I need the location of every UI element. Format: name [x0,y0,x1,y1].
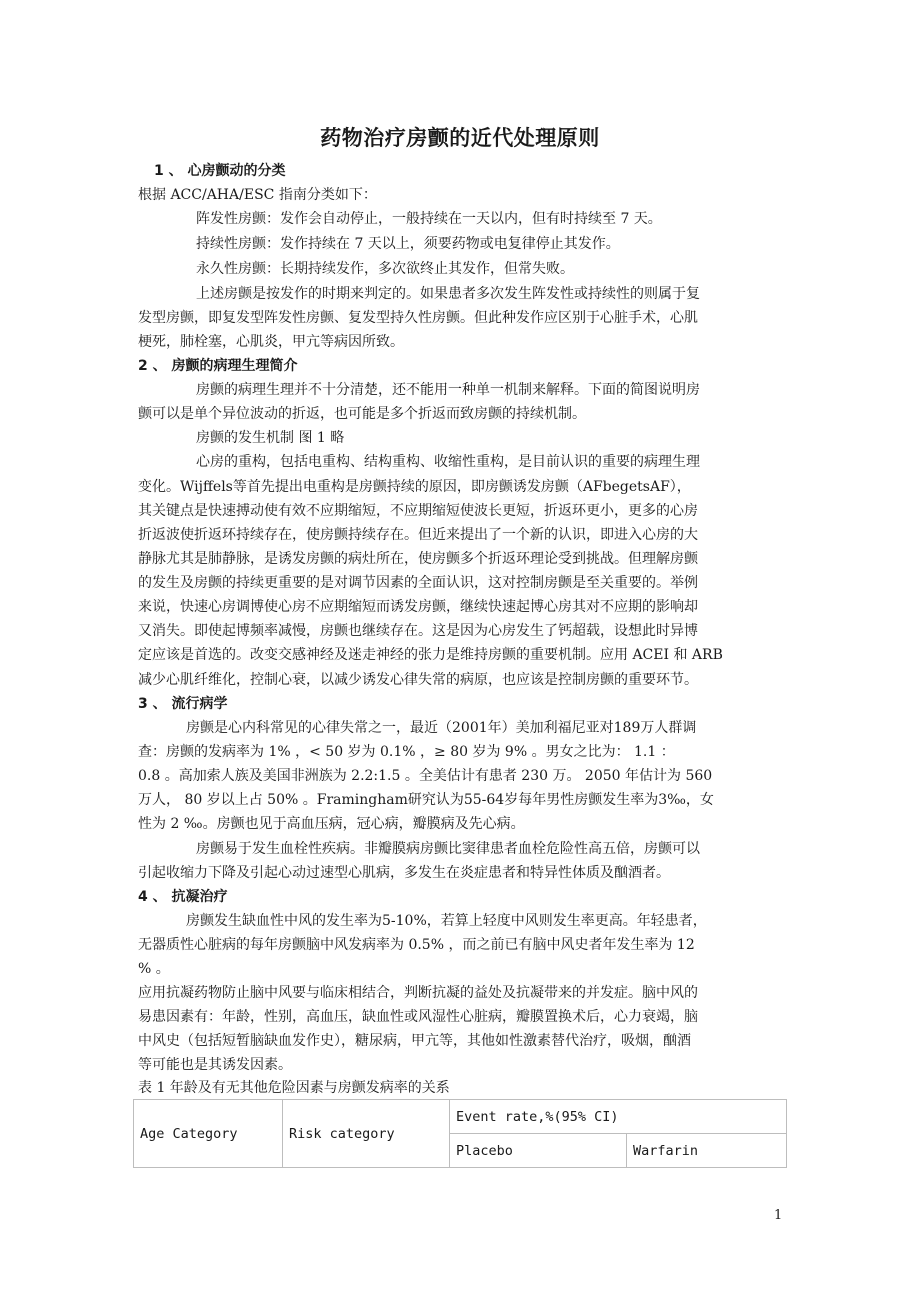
risk-table [133,1099,787,1168]
table-row [134,1100,787,1134]
paragraph-line: 定应该是首选的。改变交感神经及迷走神经的张力是维持房颤的重要机制。应用 ACEI 和 ARB [138,647,723,663]
header-risk-category: Risk category [283,1100,450,1168]
section-heading-1: 1 、 心房颤动的分类 [154,163,286,179]
table-caption: 表 1 年龄及有无其他危险因素与房颤发病率的关系 [138,1080,450,1096]
section-heading-2: 2 、 房颤的病理生理简介 [138,358,298,374]
paragraph-line: 其关键点是快速搏动使有效不应期缩短，不应期缩短使波长更短，折返环更小，更多的心房 [138,503,698,519]
paragraph-line: 等可能也是其诱发因素。 [138,1057,292,1073]
header-event-rate: Event rate,%(95% CI) [450,1100,787,1134]
paragraph-line: 查：房颤的发病率为 1% ，< 50 岁为 0.1% ，≥ 80 岁为 9% 。男女之比为： 1.1 ： [138,744,675,760]
section-heading-4: 4 、 抗凝治疗 [138,889,228,905]
paragraph-line: 来说，快速心房调博使心房不应期缩短而诱发房颤，继续快速起博心房其对不应期的影响却 [138,599,698,615]
paragraph-line: 根据 ACC/AHA/ESC 指南分类如下： [138,187,377,203]
paragraph-line: % 。 [138,961,170,977]
paragraph-line: 上述房颤是按发作的时期来判定的。如果患者多次发生阵发性或持续性的则属于复 [196,286,700,302]
paragraph-line: 梗死，肺栓塞，心肌炎，甲亢等病因所致。 [138,334,404,350]
paragraph-line: 心房的重构，包括电重构、结构重构、收缩性重构，是目前认识的重要的病理生理 [196,454,700,470]
figure-reference: 房颤的发生机制 图 1 略 [196,430,345,446]
paragraph-line: 减少心肌纤维化，控制心衰，以减少诱发心律失常的病原，也应该是控制房颤的重要环节。 [138,672,698,688]
paragraph-line: 发型房颤，即复发型阵发性房颤、复发型持久性房颤。但此种发作应区别于心脏手术，心肌 [138,310,698,326]
paragraph-line: 持续性房颤：发作持续在 7 天以上，须要药物或电复律停止其发作。 [196,236,620,252]
header-warfarin: Warfarin [627,1134,787,1168]
paragraph-line: 永久性房颤：长期持续发作，多次欲终止其发作，但常失败。 [196,261,574,277]
paragraph-line: 又消失。即使起博频率减慢，房颤也继续存在。这是因为心房发生了钙超载，设想此时异博 [138,623,698,639]
paragraph-line: 房颤是心内科常见的心律失常之一，最近（2001年）美加利福尼亚对189万人群调 [186,720,697,736]
header-placebo: Placebo [450,1134,627,1168]
document-title: 药物治疗房颤的近代处理原则 [320,126,600,150]
paragraph-line: 易患因素有：年龄，性别，高血压，缺血性或风湿性心脏病，瓣膜置换术后，心力衰竭，脑 [138,1009,698,1025]
paragraph-line: 房颤易于发生血栓性疾病。非瓣膜病房颤比窦律患者血栓危险性高五倍，房颤可以 [196,841,700,857]
paragraph-line: 颤可以是单个异位波动的折返，也可能是多个折返而致房颤的持续机制。 [138,406,586,422]
paragraph-line: 无器质性心脏病的每年房颤脑中风发病率为 0.5% ，而之前已有脑中风史者年发生率为 12 [138,937,695,953]
paragraph-line: 阵发性房颤：发作会自动停止，一般持续在一天以内，但有时持续至 7 天。 [196,211,662,227]
paragraph-line: 折返波使折返环持续存在，使房颤持续存在。但近来提出了一个新的认识，即进入心房的大 [138,527,698,543]
paragraph-line: 静脉尤其是肺静脉，是诱发房颤的病灶所在，使房颤多个折返环理论受到挑战。但理解房颤 [138,551,698,567]
section-heading-3: 3 、 流行病学 [138,696,228,712]
paragraph-line: 性为 2 ‰。房颤也见于高血压病，冠心病，瓣膜病及先心病。 [138,816,525,832]
paragraph-line: 房颤发生缺血性中风的发生率为5-10%，若算上轻度中风则发生率更高。年轻患者， [186,913,707,929]
paragraph-line: 应用抗凝药物防止脑中风要与临床相结合，判断抗凝的益处及抗凝带来的并发症。脑中风的 [138,985,698,1001]
page-number: 1 [774,1208,783,1223]
header-age-category: Age Category [134,1100,283,1168]
paragraph-line: 中风史（包括短暂脑缺血发作史），糖尿病，甲亢等，其他如性激素替代治疗，吸烟，酗酒 [138,1033,691,1049]
paragraph-line: 引起收缩力下降及引起心动过速型心肌病，多发生在炎症患者和特异性体质及酗酒者。 [138,865,670,881]
paragraph-line: 万人， 80 岁以上占 50% 。Framingham研究认为55-64岁每年男性房颤发生率为3‰，女 [138,792,714,808]
paragraph-line: 房颤的病理生理并不十分清楚，还不能用一种单一机制来解释。下面的简图说明房 [196,382,700,398]
paragraph-line: 的发生及房颤的持续更重要的是对调节因素的全面认识，这对控制房颤是至关重要的。举例 [138,575,698,591]
paragraph-line: 0.8 。高加索人族及美国非洲族为 2.2:1.5 。全美估计有患者 230 万。 2050 年估计为 560 [138,768,713,784]
paragraph-line: 变化。Wijffels等首先提出电重构是房颤持续的原因，即房颤诱发房颤（AFbegetsAF）， [138,479,691,495]
